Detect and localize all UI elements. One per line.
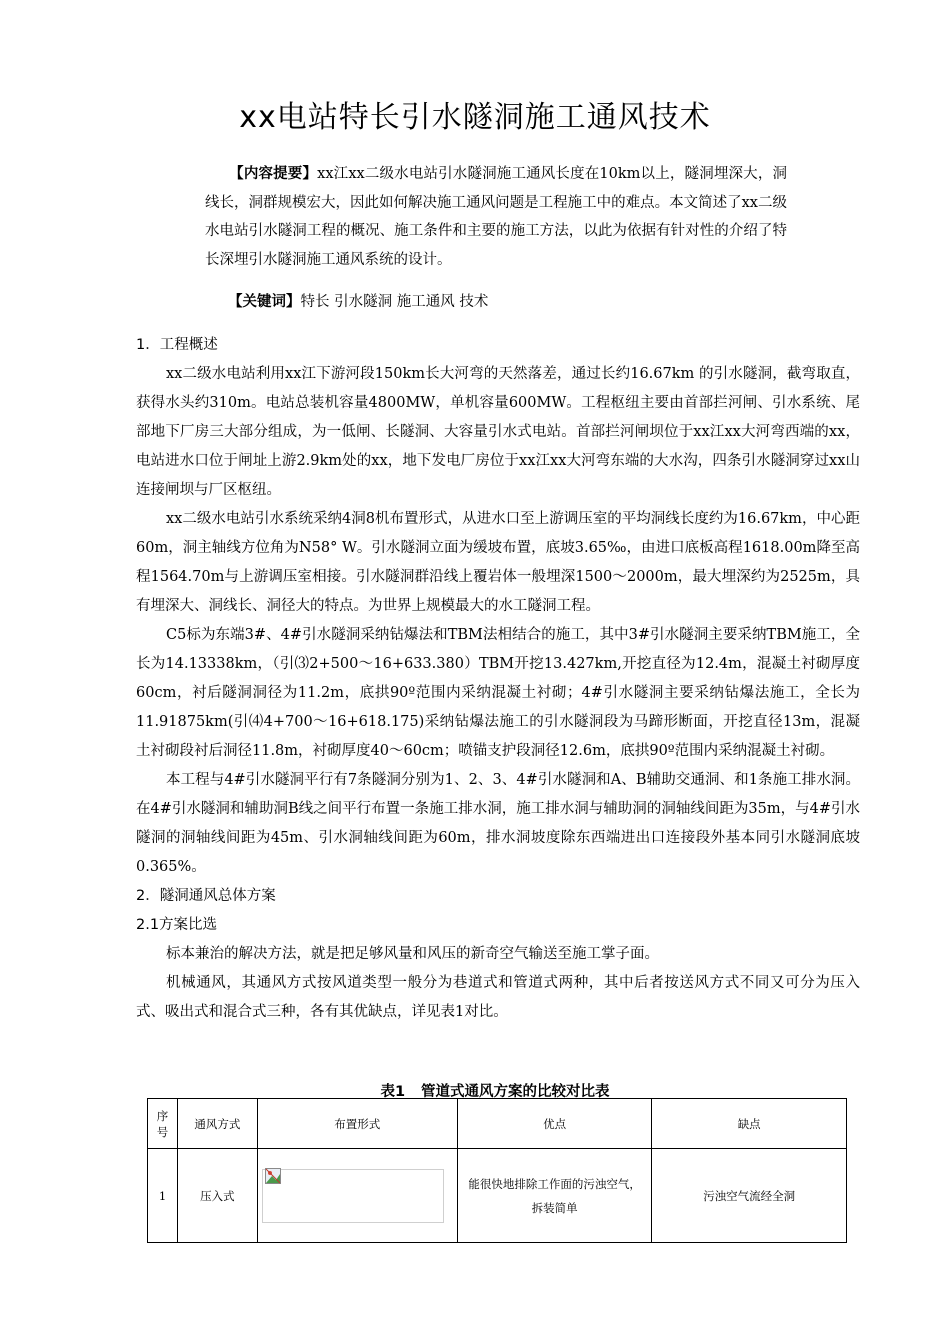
cell-pros-line-2: 拆装简单	[531, 1200, 578, 1215]
header-layout: 布置形式	[257, 1099, 457, 1149]
keywords-label: 【关键词】	[228, 294, 301, 310]
abstract-text: xx江xx二级水电站引水隧洞施工通风长度在10km以上，隧洞埋深大，洞线长，洞群规模宏大，因此如何解决施工通风问题是工程施工中的难点。本文简述了xx二级水电站引水隧洞工程的概况、施工条件和主要的施工方法，以此为依据有针对性的介绍了特长深埋引水隧洞施工通风系统的设计。	[205, 166, 788, 268]
section-1-paragraph-2: xx二级水电站引水系统采纳4洞8机布置形式，从进水口至上游调压室的平均洞线长度约为16.67km，中心距60m，洞主轴线方位角为N58° W。引水隧洞立面为缓坡布置，底坡3.65‰，由进口底板高程1618.00m降至高程1564.70m与上游调压室相接。引水隧洞群沿线上覆岩体一般埋深1500～2000m，最大埋深约为2525m，具有埋深大、洞线长、洞径大的特点。为世界上规模最大的水工隧洞工程。	[136, 511, 860, 614]
section-2-heading: 2．隧洞通风总体方案	[136, 888, 276, 904]
table-header-row	[148, 1099, 847, 1149]
document-title: xx电站特长引水隧洞施工通风技术	[239, 100, 711, 135]
broken-image-icon	[265, 1168, 281, 1184]
cell-mode: 压入式	[177, 1149, 257, 1243]
table-caption-number: 表1	[380, 1084, 406, 1100]
abstract	[205, 160, 787, 274]
keywords	[228, 290, 788, 314]
section-1-paragraph-1: xx二级水电站利用xx江下游河段150km长大河弯的天然落差，通过长约16.67km 的引水隧洞，截弯取直，获得水头约310m。电站总装机容量4800MW，单机容量600MW。工程枢纽主要由首部拦河闸、引水系统、尾部地下厂房三大部分组成，为一低闸、长隧洞、大容量引水式电站。首部拦河闸坝位于xx江xx大河弯西端的xx，电站进水口位于闸址上游2.9km处的xx，地下发电厂房位于xx江xx大河弯东端的大水沟，四条引水隧洞穿过xx山连接闸坝与厂区枢纽。	[136, 366, 860, 498]
section-2-1-paragraph-1: 标本兼治的解决方法，就是把足够风量和风压的新奇空气输送至施工掌子面。	[166, 946, 659, 962]
cell-pros-line-1: 能很快地排除工作面的污浊空气，	[468, 1176, 641, 1191]
cell-cons: 污浊空气流经全洞	[652, 1149, 847, 1243]
header-mode: 通风方式	[177, 1099, 257, 1149]
section-2-1-paragraph-2: 机械通风，其通风方式按风道类型一般分为巷道式和管道式两种，其中后者按送风方式不同又可分为压入式、吸出式和混合式三种，各有其优缺点，详见表1对比。	[136, 975, 860, 1020]
header-no: 序号	[148, 1099, 178, 1149]
cell-pros	[457, 1149, 652, 1243]
section-1-paragraph-3: C5标为东端3#、4#引水隧洞采纳钻爆法和TBM法相结合的施工，其中3#引水隧洞主要采纳TBM施工，全长为14.13338km，（引⑶2+500～16+633.380）TBM开挖13.427km,开挖直径为12.4m，混凝土衬砌厚度60cm，衬后隧洞洞径为11.2m，底拱90º范围内采纳混凝土衬砌；4#引水隧洞主要采纳钻爆法施工，全长为11.91875km(引⑷4+700～16+618.175)采纳钻爆法施工的引水隧洞段为马蹄形断面，开挖直径13m，混凝土衬砌段衬后洞径11.8m，衬砌厚度40～60cm；喷锚支护段洞径12.6m，底拱90º范围内采纳混凝土衬砌。	[136, 627, 860, 759]
table-caption-title: 管道式通风方案的比较对比表	[421, 1084, 610, 1100]
abstract-label: 【内容提要】	[229, 166, 318, 182]
section-2-1-heading: 2.1方案比选	[136, 917, 218, 933]
layout-image-placeholder	[262, 1169, 444, 1223]
section-1-paragraph-4: 本工程与4#引水隧洞平行有7条隧洞分别为1、2、3、4#引水隧洞和A、B辅助交通洞、和1条施工排水洞。在4#引水隧洞和辅助洞B线之间平行布置一条施工排水洞，施工排水洞与辅助洞的洞轴线间距为35m，与4#引水隧洞的洞轴线间距为45m、引水洞轴线间距为60m，排水洞坡度除东西端进出口连接段外基本同引水隧洞底坡0.365%。	[136, 772, 860, 875]
comparison-table	[147, 1098, 847, 1243]
cell-layout	[257, 1149, 457, 1243]
header-cons: 缺点	[652, 1099, 847, 1149]
section-1-heading: 1．工程概述	[136, 337, 218, 353]
table-row	[148, 1149, 847, 1243]
header-pros: 优点	[457, 1099, 652, 1149]
keywords-text: 特长 引水隧洞 施工通风 技术	[300, 294, 489, 310]
body-text	[136, 331, 860, 1027]
cell-no: 1	[148, 1149, 178, 1243]
